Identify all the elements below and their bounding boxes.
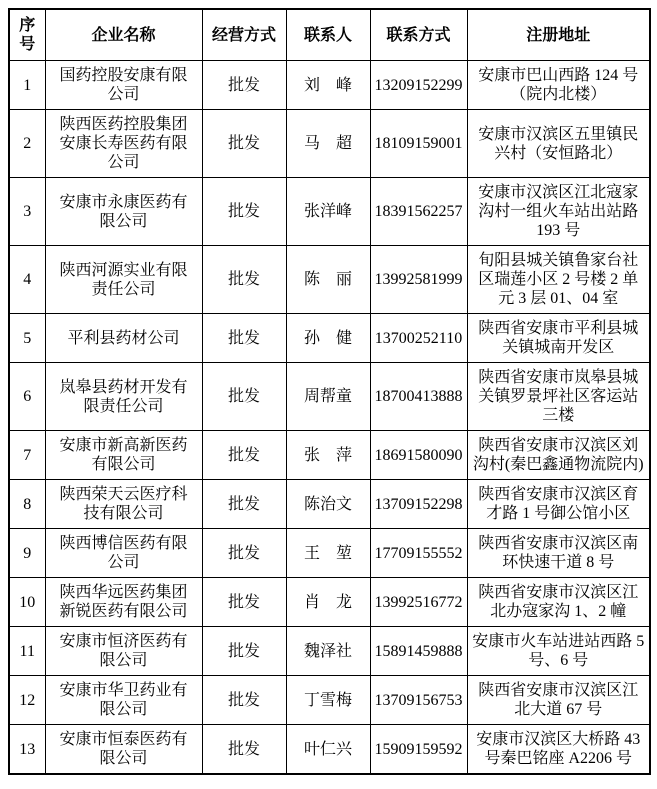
cell-contact-phone: 17709155552 [370,529,467,578]
cell-business-mode: 批发 [202,61,286,110]
document-page [0,8,657,789]
cell-serial-number: 12 [9,676,45,725]
cell-registered-address: 旬阳县城关镇鲁家台社区瑞莲小区 2 号楼 2 单元 3 层 01、04 室 [467,246,650,314]
table-row [9,529,650,578]
cell-registered-address: 陕西省安康市汉滨区刘沟村(秦巴鑫通物流院内) [467,431,650,480]
cell-contact-phone: 18109159001 [370,110,467,178]
table-row [9,676,650,725]
cell-contact-person: 张洋峰 [286,178,370,246]
cell-business-mode: 批发 [202,676,286,725]
cell-contact-person: 陈 丽 [286,246,370,314]
cell-company-name: 岚皋县药材开发有限责任公司 [45,363,202,431]
cell-registered-address: 陕西省安康市汉滨区江北大道 67 号 [467,676,650,725]
cell-serial-number: 10 [9,578,45,627]
cell-contact-person: 周帮童 [286,363,370,431]
cell-business-mode: 批发 [202,178,286,246]
table-row [9,363,650,431]
cell-contact-person: 魏泽社 [286,627,370,676]
cell-registered-address: 陕西省安康市汉滨区南环快速干道 8 号 [467,529,650,578]
cell-contact-phone: 13992581999 [370,246,467,314]
cell-contact-phone: 13209152299 [370,61,467,110]
table-row [9,725,650,775]
header-company-name: 企业名称 [45,9,202,61]
cell-business-mode: 批发 [202,246,286,314]
cell-registered-address: 安康市汉滨区五里镇民兴村（安恒路北） [467,110,650,178]
header-contact-phone: 联系方式 [370,9,467,61]
cell-contact-person: 叶仁兴 [286,725,370,775]
cell-contact-person: 陈治文 [286,480,370,529]
cell-contact-person: 王 堃 [286,529,370,578]
cell-company-name: 安康市永康医药有限公司 [45,178,202,246]
cell-contact-person: 肖 龙 [286,578,370,627]
cell-contact-phone: 13709152298 [370,480,467,529]
cell-business-mode: 批发 [202,363,286,431]
cell-contact-person: 丁雪梅 [286,676,370,725]
cell-company-name: 安康市华卫药业有限公司 [45,676,202,725]
cell-serial-number: 6 [9,363,45,431]
cell-contact-person: 马 超 [286,110,370,178]
table-row [9,431,650,480]
table-row [9,61,650,110]
cell-company-name: 陕西河源实业有限责任公司 [45,246,202,314]
cell-company-name: 陕西荣天云医疗科技有限公司 [45,480,202,529]
cell-serial-number: 3 [9,178,45,246]
cell-contact-person: 孙 健 [286,314,370,363]
cell-serial-number: 7 [9,431,45,480]
cell-registered-address: 安康市火车站进站西路 5 号、6 号 [467,627,650,676]
cell-company-name: 陕西医药控股集团安康长寿医药有限公司 [45,110,202,178]
cell-registered-address: 陕西省安康市汉滨区育才路 1 号御公馆小区 [467,480,650,529]
cell-registered-address: 陕西省安康市汉滨区江北办寇家沟 1、2 幢 [467,578,650,627]
cell-registered-address: 安康市汉滨区大桥路 43 号秦巴铭座 A2206 号 [467,725,650,775]
cell-company-name: 国药控股安康有限公司 [45,61,202,110]
cell-company-name: 安康市恒济医药有限公司 [45,627,202,676]
cell-serial-number: 5 [9,314,45,363]
cell-registered-address: 陕西省安康市平利县城关镇城南开发区 [467,314,650,363]
cell-contact-phone: 15891459888 [370,627,467,676]
cell-serial-number: 8 [9,480,45,529]
cell-serial-number: 11 [9,627,45,676]
table-row [9,110,650,178]
cell-business-mode: 批发 [202,480,286,529]
cell-registered-address: 安康市汉滨区江北寇家沟村一组火车站出站路 193 号 [467,178,650,246]
cell-contact-phone: 13709156753 [370,676,467,725]
table-row [9,178,650,246]
cell-contact-phone: 18700413888 [370,363,467,431]
cell-contact-phone: 13992516772 [370,578,467,627]
cell-contact-phone: 18691580090 [370,431,467,480]
cell-serial-number: 4 [9,246,45,314]
cell-serial-number: 9 [9,529,45,578]
table-row [9,246,650,314]
cell-business-mode: 批发 [202,529,286,578]
cell-company-name: 安康市恒泰医药有限公司 [45,725,202,775]
enterprise-table [8,8,651,775]
cell-company-name: 陕西华远医药集团新锐医药有限公司 [45,578,202,627]
header-contact-person: 联系人 [286,9,370,61]
table-row [9,480,650,529]
cell-contact-person: 刘 峰 [286,61,370,110]
cell-business-mode: 批发 [202,725,286,775]
cell-business-mode: 批发 [202,627,286,676]
header-serial-number: 序号 [9,9,45,61]
cell-serial-number: 13 [9,725,45,775]
cell-contact-phone: 13700252110 [370,314,467,363]
cell-serial-number: 1 [9,61,45,110]
cell-registered-address: 安康市巴山西路 124 号（院内北楼） [467,61,650,110]
cell-company-name: 平利县药材公司 [45,314,202,363]
cell-business-mode: 批发 [202,314,286,363]
cell-business-mode: 批发 [202,110,286,178]
cell-company-name: 陕西博信医药有限公司 [45,529,202,578]
header-row [9,9,650,61]
cell-contact-person: 张 萍 [286,431,370,480]
cell-company-name: 安康市新高新医药有限公司 [45,431,202,480]
table-row [9,314,650,363]
cell-business-mode: 批发 [202,431,286,480]
table-row [9,627,650,676]
cell-business-mode: 批发 [202,578,286,627]
cell-contact-phone: 18391562257 [370,178,467,246]
table-row [9,578,650,627]
header-registered-address: 注册地址 [467,9,650,61]
table-body [9,61,650,775]
header-business-mode: 经营方式 [202,9,286,61]
cell-serial-number: 2 [9,110,45,178]
cell-registered-address: 陕西省安康市岚皋县城关镇罗景坪社区客运站三楼 [467,363,650,431]
cell-contact-phone: 15909159592 [370,725,467,775]
